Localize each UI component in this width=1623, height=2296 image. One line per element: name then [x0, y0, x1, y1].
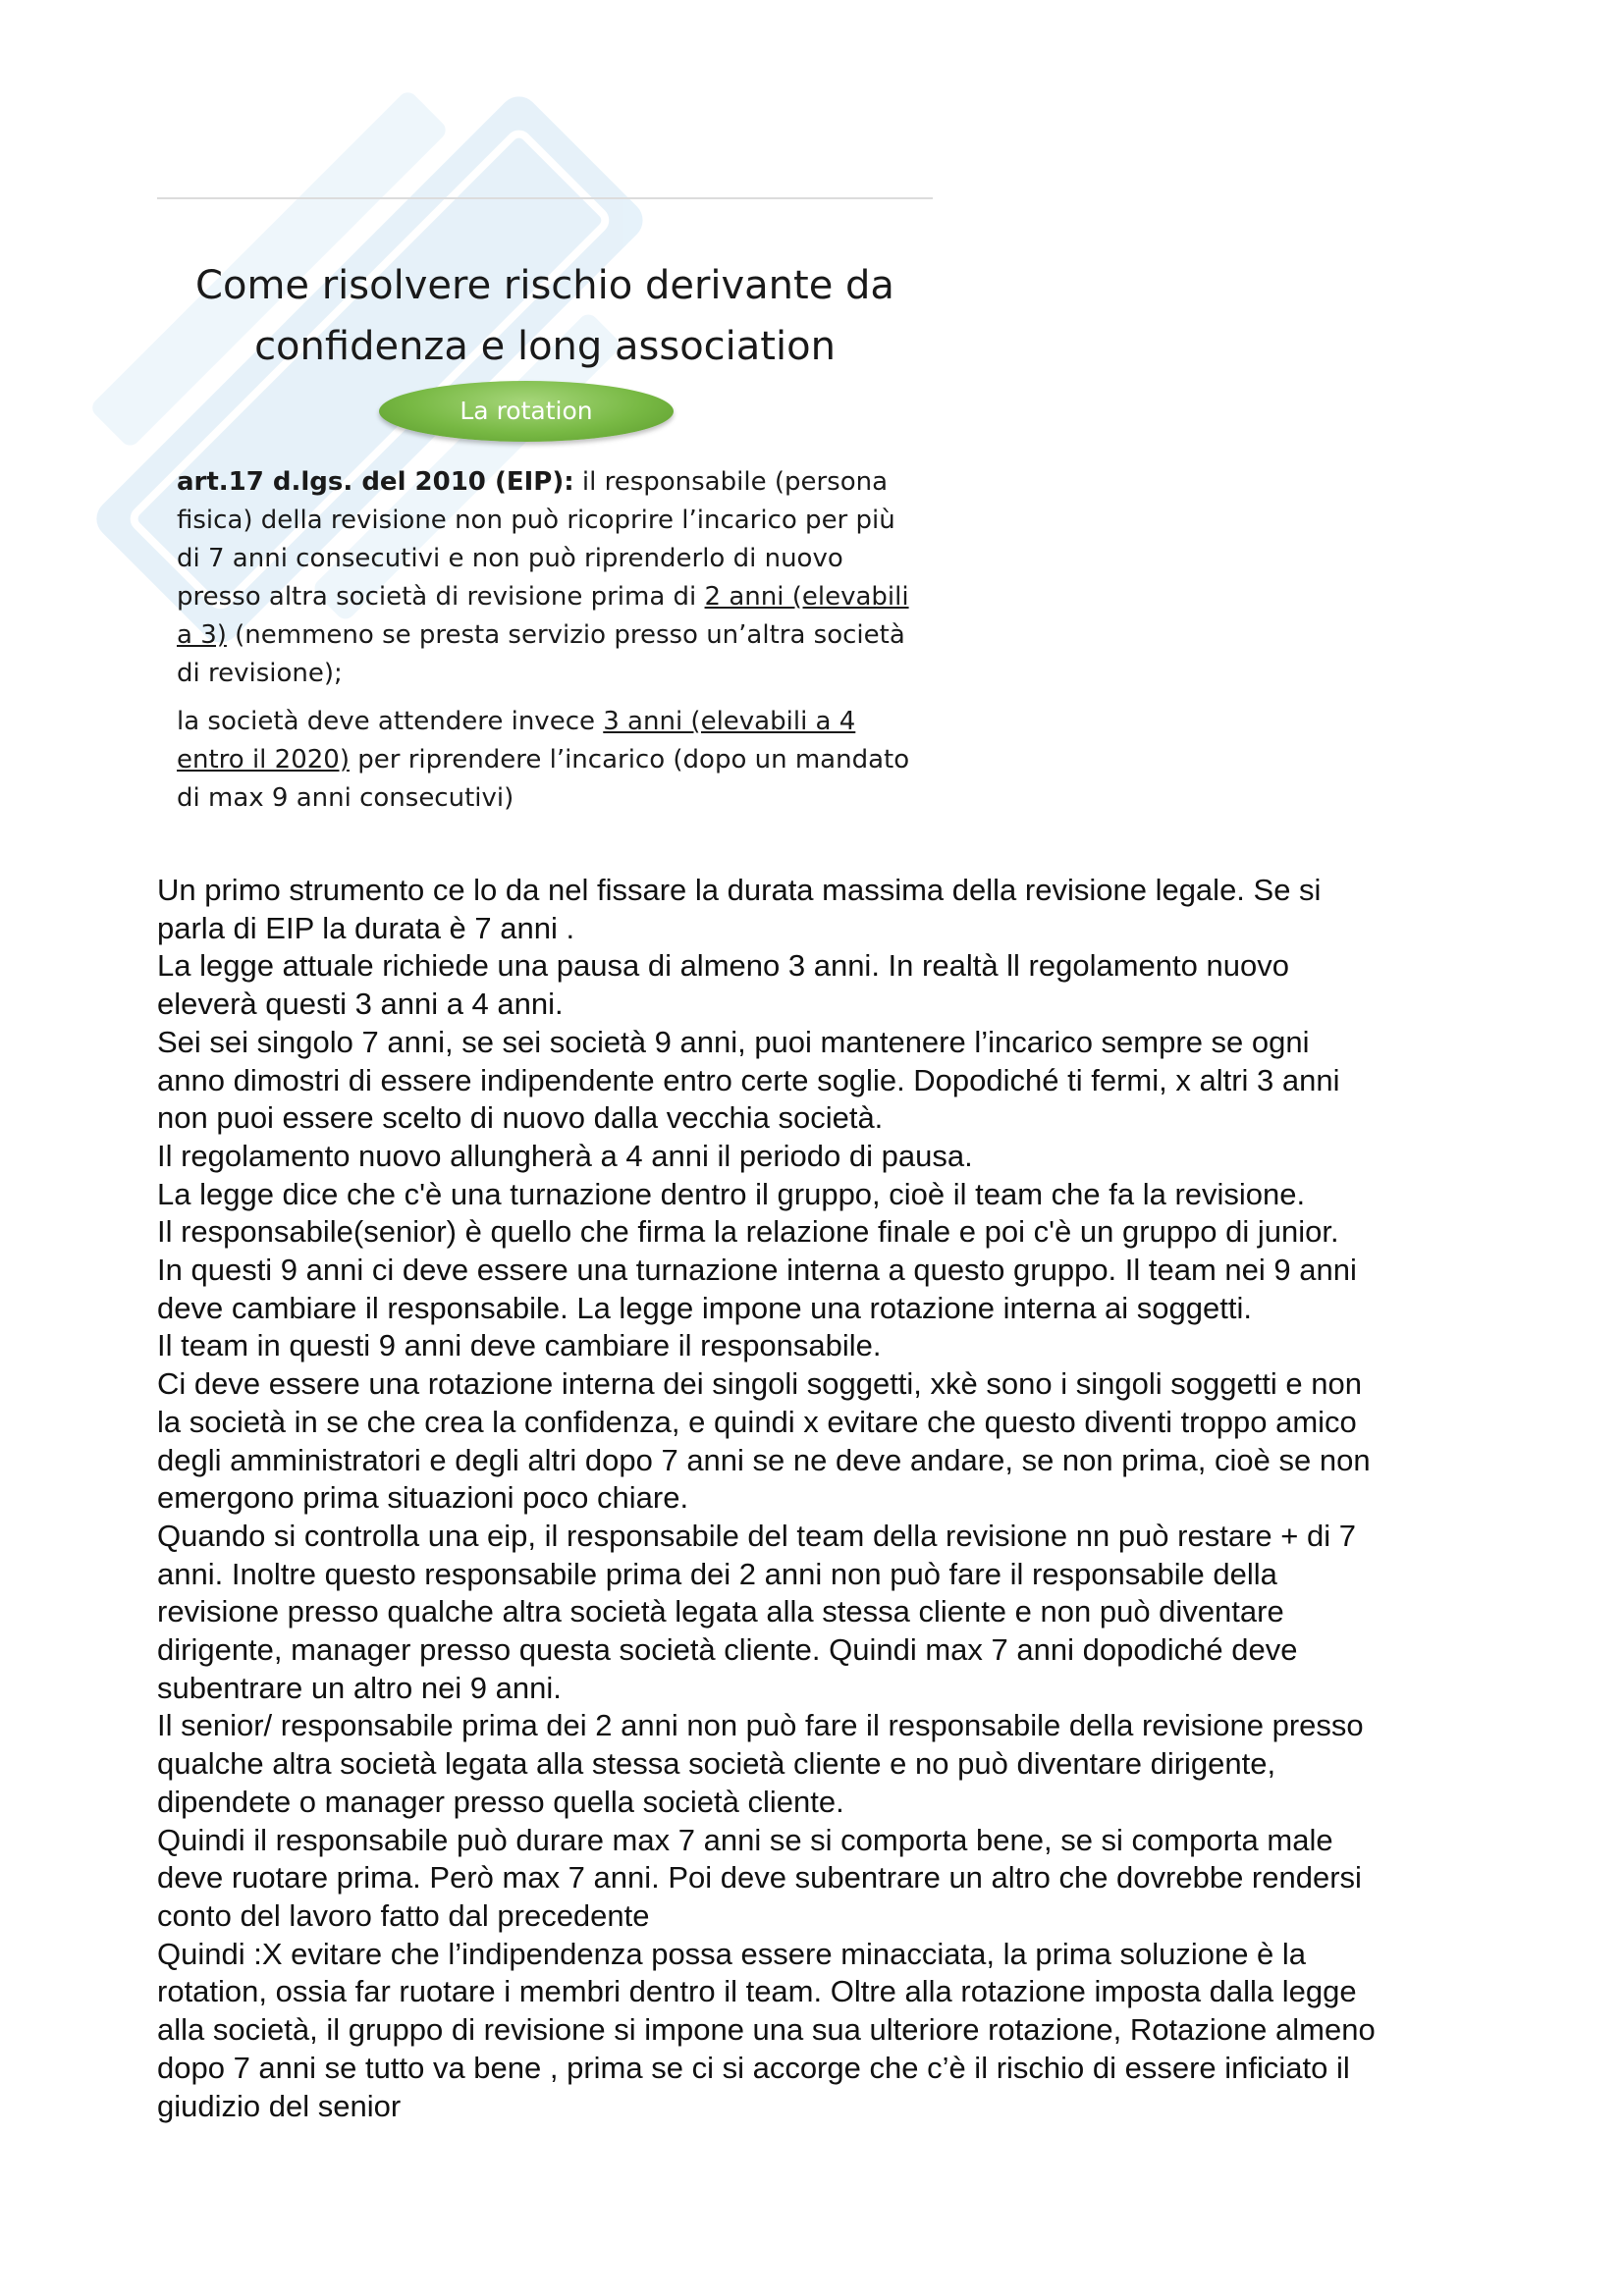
- body-line: Il team in questi 9 anni deve cambiare il responsabile.: [157, 1328, 882, 1363]
- slide-title-line: confidenza e long association: [254, 324, 836, 369]
- body-line: dirigente, manager presso questa società cliente. Quindi max 7 anni dopodiché deve: [157, 1632, 1298, 1668]
- rotation-pill-label: La rotation: [379, 381, 674, 442]
- slide-title-line: Come risolvere rischio derivante da: [195, 263, 894, 308]
- body-line: Quindi :X evitare che l’indipendenza possa essere minacciata, la prima soluzione è la: [157, 1936, 1307, 1971]
- body-line: La legge attuale richiede una pausa di almeno 3 anni. In realtà ll regolamento nuovo: [157, 948, 1289, 984]
- slide-underlined-text: 2 anni (elevabili a 3): [177, 582, 909, 650]
- body-line: non puoi essere scelto di nuovo dalla vecchia società.: [157, 1100, 884, 1136]
- body-line: Quando si controlla una eip, il responsabile del team della revisione nn può restare + di 7: [157, 1518, 1356, 1553]
- body-line: la società in se che crea la confidenza, e quindi x evitare che questo diventi troppo amico: [157, 1404, 1357, 1439]
- body-line: deve ruotare prima. Però max 7 anni. Poi deve subentrare un altro che dovrebbe rendersi: [157, 1860, 1362, 1896]
- body-line: anno dimostri di essere indipendente entro certe soglie. Dopodiché ti fermi, x altri 3 anni: [157, 1062, 1340, 1097]
- slide-bold-reference: art.17 d.lgs. del 2010 (EIP):: [177, 467, 574, 497]
- slide-text: (nemmeno se presta servizio presso un’altra società di revisione);: [177, 620, 905, 688]
- body-line: Il senior/ responsabile prima dei 2 anni non può fare il responsabile della revisione presso: [157, 1708, 1364, 1743]
- body-line: In questi 9 anni ci deve essere una turnazione interna a questo gruppo. Il team nei 9 anni: [157, 1253, 1357, 1288]
- body-line: Sei sei singolo 7 anni, se sei società 9 anni, puoi mantenere l’incarico sempre se ogni: [157, 1024, 1310, 1059]
- body-line: Il regolamento nuovo allungherà a 4 anni il periodo di pausa.: [157, 1138, 973, 1173]
- slide-title: [157, 255, 933, 377]
- body-line: degli amministratori e degli altri dopo 7 anni se ne deve andare, se non prima, cioè se non: [157, 1442, 1371, 1477]
- slide-body: [177, 463, 923, 818]
- body-line: parla di EIP la durata è 7 anni .: [157, 910, 575, 945]
- body-text: [157, 872, 1492, 2125]
- body-line: eleverà questi 3 anni a 4 anni.: [157, 987, 564, 1022]
- body-line: rotation, ossia far ruotare i membri dentro il team. Oltre alla rotazione imposta dalla legge: [157, 1974, 1357, 2009]
- slide-paragraph-responsabile: [177, 463, 923, 693]
- body-line: anni. Inoltre questo responsabile prima dei 2 anni non può fare il responsabile della: [157, 1556, 1277, 1591]
- slide-top-rule: [157, 197, 933, 199]
- slide-underlined-text: 3 anni (elevabili a 4 entro il 2020): [177, 707, 856, 774]
- body-line: emergono prima situazioni poco chiare.: [157, 1480, 689, 1516]
- body-line: deve cambiare il responsabile. La legge impone una rotazione interna ai soggetti.: [157, 1290, 1252, 1325]
- body-line: alla società, il gruppo di revisione si impone una sua ulteriore rotazione, Rotazione almeno: [157, 2012, 1376, 2048]
- body-line: Un primo strumento ce lo da nel fissare la durata massima della revisione legale. Se si: [157, 873, 1322, 907]
- embedded-slide: [157, 206, 933, 825]
- body-line: revisione presso qualche altra società legata alla stessa cliente e non può diventare: [157, 1594, 1284, 1629]
- body-line: conto del lavoro fatto dal precedente: [157, 1897, 650, 1933]
- slide-text: per riprendere l’incarico (dopo un mandato di max 9 anni consecutivi): [177, 745, 910, 813]
- slide-paragraph-societa: [177, 703, 923, 818]
- body-line: La legge dice che c'è una turnazione dentro il gruppo, cioè il team che fa la revisione.: [157, 1176, 1306, 1211]
- body-line: subentrare un altro nei 9 anni.: [157, 1670, 562, 1705]
- body-line: qualche altra società legata alla stessa società cliente e no può diventare dirigente,: [157, 1746, 1276, 1782]
- body-line: Il responsabile(senior) è quello che firma la relazione finale e poi c'è un gruppo di junior.: [157, 1214, 1339, 1250]
- body-line: Quindi il responsabile può durare max 7 anni se si comporta bene, se si comporta male: [157, 1822, 1333, 1857]
- body-line: dopo 7 anni se tutto va bene , prima se ci si accorge che c’è il rischio di essere inficiato il: [157, 2050, 1350, 2085]
- slide-text: il responsabile (persona fisica) della revisione non può ricoprire l’incarico per più di 7 anni consecutivi e non può riprenderlo di nuovo presso altra società di revisione prima di: [177, 467, 895, 612]
- body-line: giudizio del senior: [157, 2088, 402, 2123]
- slide-text: la società deve attendere invece: [177, 707, 604, 736]
- body-line: dipendete o manager presso quella società cliente.: [157, 1784, 844, 1819]
- body-line: Ci deve essere una rotazione interna dei singoli soggetti, xkè sono i singoli soggetti e non: [157, 1366, 1362, 1402]
